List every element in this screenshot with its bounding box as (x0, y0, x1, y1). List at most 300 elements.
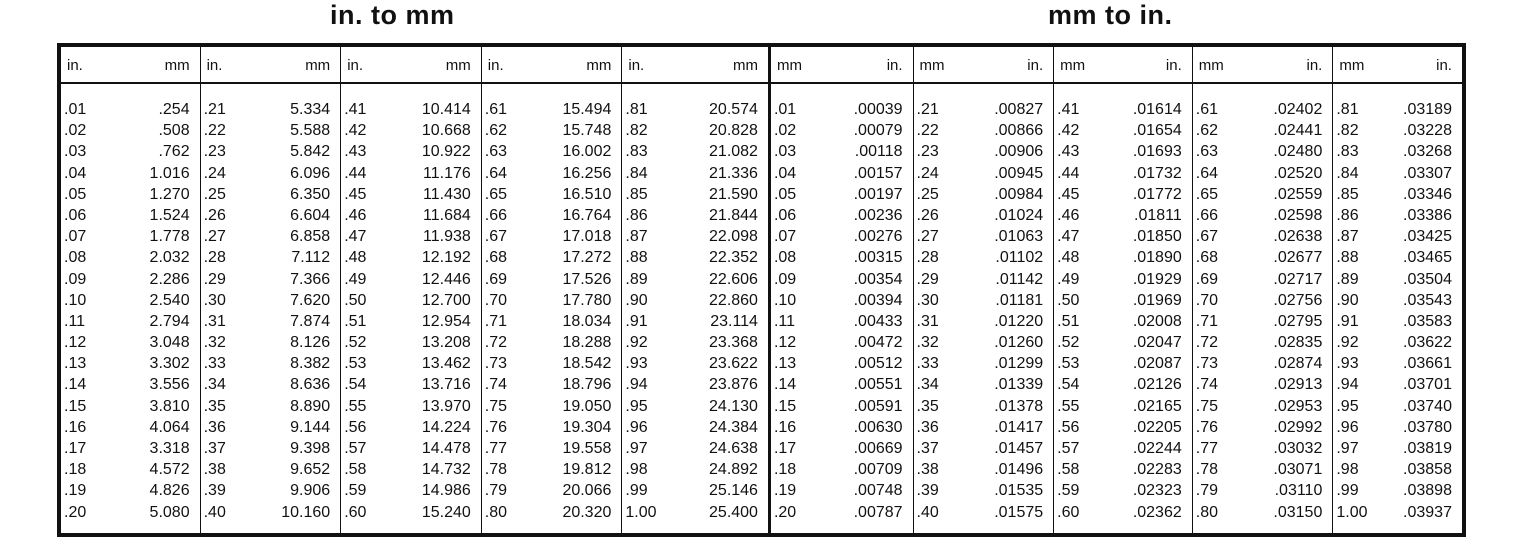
value-left: .41 (1057, 101, 1080, 118)
value-right: 23.622 (709, 355, 758, 373)
value-right: .00433 (853, 312, 903, 330)
column-body (1193, 99, 1333, 523)
table-row (1193, 459, 1333, 480)
table-row (1333, 311, 1462, 332)
value-left: .88 (1336, 249, 1359, 267)
value-left: .45 (1057, 185, 1080, 203)
value-right: 7.620 (290, 291, 331, 309)
value-left: .59 (1057, 482, 1080, 500)
value-left: .93 (625, 355, 648, 373)
table-row (622, 99, 768, 120)
table-row (1054, 502, 1192, 523)
table-row (622, 247, 768, 268)
title-mm-to-in: mm to in. (1048, 0, 1173, 30)
table-row (622, 438, 768, 459)
value-left: .19 (773, 482, 797, 500)
value-left: .47 (344, 228, 367, 246)
value-left: .07 (64, 228, 87, 246)
value-left: .95 (1336, 397, 1359, 415)
column-group-10 (1333, 47, 1462, 533)
value-left: .75 (1195, 397, 1218, 415)
value-left: .03 (773, 143, 797, 161)
value-right: 22.606 (709, 270, 758, 288)
value-left: .35 (203, 397, 226, 415)
value-right: .01929 (1132, 270, 1182, 288)
value-right: 7.366 (290, 270, 331, 288)
value-right: 19.050 (562, 397, 612, 415)
table-row (1054, 417, 1192, 438)
value-left: .26 (916, 206, 939, 224)
value-right: .02598 (1273, 206, 1323, 224)
column-body (61, 99, 200, 523)
column-header (201, 47, 341, 84)
value-right: .03543 (1403, 291, 1452, 309)
value-left: .98 (625, 461, 648, 479)
value-right: 9.144 (290, 418, 331, 436)
table-row (622, 417, 768, 438)
value-left: .79 (484, 482, 508, 500)
value-right: .03425 (1403, 228, 1452, 246)
value-left: .12 (64, 334, 87, 352)
value-left: .12 (773, 334, 797, 352)
value-right: .254 (158, 101, 190, 118)
column-group-3 (341, 47, 482, 533)
table-row (61, 459, 200, 480)
value-left: .33 (916, 355, 939, 373)
value-left: .82 (625, 122, 648, 140)
value-right: .03346 (1403, 185, 1452, 203)
value-left: .02 (773, 122, 797, 140)
value-left: .13 (64, 355, 87, 373)
value-left: .68 (484, 249, 508, 267)
table-row (61, 141, 200, 162)
value-left: .51 (344, 312, 367, 330)
value-left: .74 (1195, 376, 1218, 394)
value-right: .00157 (853, 164, 903, 182)
value-left: .19 (64, 482, 87, 500)
value-right: .02677 (1273, 249, 1323, 267)
value-right: 17.272 (562, 249, 612, 267)
value-right: 21.082 (709, 143, 758, 161)
table-row (622, 141, 768, 162)
value-right: .01811 (1134, 206, 1182, 224)
value-left: .67 (1195, 228, 1218, 246)
table-row (341, 374, 481, 395)
value-right: 16.256 (562, 164, 612, 182)
table-row (1193, 311, 1333, 332)
table-row (1193, 205, 1333, 226)
value-right: 2.286 (149, 270, 190, 288)
table-row (771, 374, 913, 395)
value-right: 15.494 (562, 101, 612, 118)
value-right: .00354 (853, 270, 903, 288)
column-body (482, 99, 622, 523)
value-right: 4.064 (149, 418, 190, 436)
value-left: .39 (203, 482, 226, 500)
header-label-right: mm (305, 57, 331, 74)
value-left: .46 (1057, 206, 1080, 224)
value-right: .03858 (1403, 461, 1452, 479)
value-left: .32 (203, 334, 226, 352)
value-left: .10 (64, 291, 87, 309)
table-row (1333, 332, 1462, 353)
table-row (914, 480, 1054, 501)
value-left: .15 (64, 397, 87, 415)
column-header (914, 47, 1054, 84)
value-left: .22 (203, 122, 226, 140)
table-row (914, 290, 1054, 311)
table-row (61, 396, 200, 417)
value-right: 20.574 (709, 101, 758, 118)
table-row (482, 480, 622, 501)
table-row (1333, 417, 1462, 438)
table-row (341, 459, 481, 480)
value-right: .02165 (1132, 397, 1182, 415)
value-left: .60 (1057, 503, 1080, 521)
value-right: 17.526 (562, 270, 612, 288)
value-left: .42 (1057, 122, 1080, 140)
value-left: .72 (1195, 334, 1218, 352)
table-row (482, 374, 622, 395)
table-row (1333, 184, 1462, 205)
value-left: .20 (773, 503, 797, 521)
value-right: 14.478 (421, 440, 471, 457)
value-left: .24 (916, 164, 939, 182)
value-left: .38 (916, 461, 939, 479)
value-right: .00551 (853, 376, 903, 394)
table-row (482, 247, 622, 268)
table-row (341, 99, 481, 120)
column-header (1054, 47, 1192, 84)
value-right: .02362 (1132, 503, 1182, 521)
value-left: .40 (203, 503, 226, 521)
value-left: .98 (1336, 461, 1359, 479)
value-right: 3.556 (149, 376, 190, 394)
value-right: .01890 (1132, 249, 1182, 267)
value-left: .82 (1336, 122, 1359, 140)
value-left: .86 (625, 206, 648, 224)
value-left: .03 (64, 143, 87, 161)
header-label-left: mm (919, 57, 945, 74)
value-left: .64 (484, 164, 508, 182)
value-right: 3.048 (149, 334, 190, 352)
value-left: .55 (1057, 397, 1080, 415)
column-body (1054, 99, 1192, 523)
column-header (1193, 47, 1333, 84)
value-right: .00984 (994, 185, 1044, 203)
table-row (1193, 226, 1333, 247)
value-left: .24 (203, 164, 226, 182)
value-left: .84 (1336, 164, 1359, 182)
value-left: .57 (344, 440, 367, 457)
value-left: .71 (1195, 312, 1218, 330)
value-left: .94 (625, 376, 648, 394)
table-row (341, 353, 481, 374)
value-right: 13.970 (421, 397, 471, 415)
value-left: .58 (1057, 461, 1080, 479)
table-row (1193, 438, 1333, 459)
header-label-right: mm (586, 57, 612, 74)
table-row (914, 311, 1054, 332)
table-row (482, 311, 622, 332)
table-row (1333, 120, 1462, 141)
value-left: .18 (64, 461, 87, 479)
value-left: .10 (773, 291, 797, 309)
value-right: 18.542 (562, 355, 612, 373)
table-row (914, 99, 1054, 120)
table-row (482, 184, 622, 205)
value-left: .89 (625, 270, 648, 288)
table-row (1054, 480, 1192, 501)
table-row (201, 332, 341, 353)
value-right: .00079 (853, 122, 903, 140)
value-left: .36 (916, 418, 939, 436)
value-left: .32 (916, 334, 939, 352)
value-left: .85 (1336, 185, 1359, 203)
value-right: 22.860 (709, 291, 758, 309)
value-right: .02087 (1132, 355, 1182, 373)
value-right: .02638 (1273, 228, 1323, 246)
value-left: .66 (484, 206, 508, 224)
table-row (201, 163, 341, 184)
value-left: .53 (344, 355, 367, 373)
value-left: .83 (1336, 143, 1359, 161)
header-label-right: in. (1165, 57, 1182, 74)
table-row (482, 226, 622, 247)
table-row (1054, 374, 1192, 395)
table-row (1054, 99, 1192, 120)
value-right: .02874 (1273, 355, 1323, 373)
value-right: .02323 (1132, 482, 1182, 500)
value-left: .62 (1195, 122, 1218, 140)
table-row (914, 184, 1054, 205)
table-row (61, 332, 200, 353)
value-right: 12.700 (421, 291, 471, 309)
value-right: .02756 (1273, 291, 1323, 309)
value-left: .48 (344, 249, 367, 267)
table-row (61, 480, 200, 501)
value-left: .34 (916, 376, 939, 394)
header-label-left: mm (1198, 57, 1224, 74)
value-left: .60 (344, 503, 367, 521)
value-right: 1.524 (149, 206, 190, 224)
value-left: .59 (344, 482, 367, 500)
value-right: .03150 (1273, 503, 1323, 521)
value-right: 4.826 (149, 482, 190, 500)
value-left: .20 (64, 503, 87, 521)
value-left: .43 (1057, 143, 1080, 161)
value-right: 2.794 (149, 312, 190, 330)
value-left: .63 (1195, 143, 1218, 161)
value-right: .508 (158, 122, 190, 140)
value-right: 6.858 (290, 228, 331, 246)
value-right: .00787 (853, 503, 903, 521)
value-right: 18.034 (562, 312, 612, 330)
value-left: .17 (773, 440, 797, 457)
value-left: .11 (64, 312, 86, 330)
value-left: .61 (484, 101, 508, 118)
value-right: 2.540 (149, 291, 190, 309)
value-left: .23 (203, 143, 226, 161)
value-right: .01772 (1132, 185, 1182, 203)
table-row (771, 290, 913, 311)
table-row (1193, 417, 1333, 438)
column-body (622, 99, 768, 523)
table-row (1333, 396, 1462, 417)
value-right: 14.224 (421, 418, 471, 436)
value-right: 5.080 (149, 503, 190, 521)
value-left: .87 (1336, 228, 1359, 246)
value-right: .03937 (1403, 503, 1452, 521)
value-right: 25.146 (709, 482, 758, 500)
table-row (61, 205, 200, 226)
table-row (341, 141, 481, 162)
value-left: .23 (916, 143, 939, 161)
table-row (1333, 459, 1462, 480)
table-row (771, 459, 913, 480)
table-row (341, 163, 481, 184)
value-left: .55 (344, 397, 367, 415)
table-row (1333, 290, 1462, 311)
table-row (482, 163, 622, 184)
table-row (1193, 141, 1333, 162)
value-left: .97 (625, 440, 648, 457)
value-right: 11.684 (423, 206, 471, 224)
value-right: .02283 (1132, 461, 1182, 479)
table-row (341, 480, 481, 501)
header-label-left: mm (1060, 57, 1086, 74)
table-row (1054, 438, 1192, 459)
value-right: .02480 (1273, 143, 1323, 161)
table-row (1193, 502, 1333, 523)
value-right: 15.240 (421, 503, 471, 521)
table-row (61, 163, 200, 184)
table-row (201, 311, 341, 332)
table-row (914, 269, 1054, 290)
value-right: .02795 (1273, 312, 1323, 330)
table-row (622, 269, 768, 290)
value-left: .18 (773, 461, 797, 479)
table-row (1333, 141, 1462, 162)
table-row (771, 205, 913, 226)
table-row (482, 438, 622, 459)
value-right: .03898 (1403, 482, 1452, 500)
table-row (1333, 226, 1462, 247)
value-left: .35 (916, 397, 939, 415)
value-left: .61 (1195, 101, 1218, 118)
table-row (1054, 290, 1192, 311)
table-row (1054, 332, 1192, 353)
table-row (201, 480, 341, 501)
value-right: 2.032 (149, 249, 190, 267)
value-right: 10.160 (281, 503, 331, 521)
value-left: .07 (773, 228, 797, 246)
value-right: 12.954 (421, 312, 471, 330)
table-row (482, 290, 622, 311)
header-label-right: in. (1027, 57, 1044, 74)
value-left: .44 (344, 164, 367, 182)
value-left: .65 (484, 185, 508, 203)
table-row (201, 226, 341, 247)
table-row (482, 417, 622, 438)
table-row (341, 290, 481, 311)
value-right: .00315 (853, 249, 903, 267)
table-row (771, 311, 913, 332)
value-left: .80 (1195, 503, 1218, 521)
table-row (1333, 269, 1462, 290)
value-right: .01654 (1132, 122, 1182, 140)
column-body (1333, 99, 1462, 523)
value-right: .03071 (1273, 461, 1323, 479)
value-left: .87 (625, 228, 648, 246)
value-left: .81 (625, 101, 648, 118)
value-left: .40 (916, 503, 939, 521)
value-right: 22.352 (709, 249, 758, 267)
value-right: 7.874 (290, 312, 331, 330)
value-left: .84 (625, 164, 648, 182)
value-left: .09 (64, 270, 87, 288)
value-left: .49 (1057, 270, 1080, 288)
value-right: 5.588 (290, 122, 331, 140)
table-row (622, 459, 768, 480)
table-row (201, 502, 341, 523)
value-left: .62 (484, 122, 508, 140)
value-right: .03661 (1403, 355, 1452, 373)
table-row (482, 120, 622, 141)
value-right: 9.906 (290, 482, 331, 500)
value-left: .13 (773, 355, 797, 373)
header-label-right: mm (732, 57, 758, 74)
value-right: .02402 (1273, 101, 1323, 118)
value-right: 13.716 (421, 376, 471, 394)
value-left: .96 (625, 418, 648, 436)
header-label-left: in. (206, 57, 223, 74)
value-right: .03032 (1273, 440, 1323, 457)
value-left: .29 (203, 270, 226, 288)
value-right: .03228 (1403, 122, 1452, 140)
value-left: .25 (203, 185, 226, 203)
value-right: .00276 (853, 228, 903, 246)
value-right: 10.668 (421, 122, 471, 140)
value-left: .21 (203, 101, 226, 118)
table-row (771, 226, 913, 247)
value-left: .97 (1336, 440, 1359, 457)
value-right: 23.368 (709, 334, 758, 352)
table-row (622, 353, 768, 374)
value-right: 21.336 (709, 164, 758, 182)
value-left: .31 (203, 312, 226, 330)
value-right: 24.384 (709, 418, 758, 436)
value-left: .30 (203, 291, 226, 309)
value-right: .03622 (1403, 334, 1452, 352)
value-left: .51 (1057, 312, 1080, 330)
value-right: .01260 (994, 334, 1044, 352)
table-row (61, 438, 200, 459)
table-row (482, 99, 622, 120)
value-left: .42 (344, 122, 367, 140)
value-left: 1.00 (1336, 503, 1368, 521)
value-left: .69 (484, 270, 508, 288)
table-row (914, 120, 1054, 141)
value-left: .70 (1195, 291, 1218, 309)
table-row (1333, 438, 1462, 459)
value-right: 20.066 (562, 482, 612, 500)
column-group-7 (914, 47, 1055, 533)
value-left: .37 (203, 440, 226, 457)
value-right: .03504 (1403, 270, 1452, 288)
table-row (914, 163, 1054, 184)
value-right: .03465 (1403, 249, 1452, 267)
